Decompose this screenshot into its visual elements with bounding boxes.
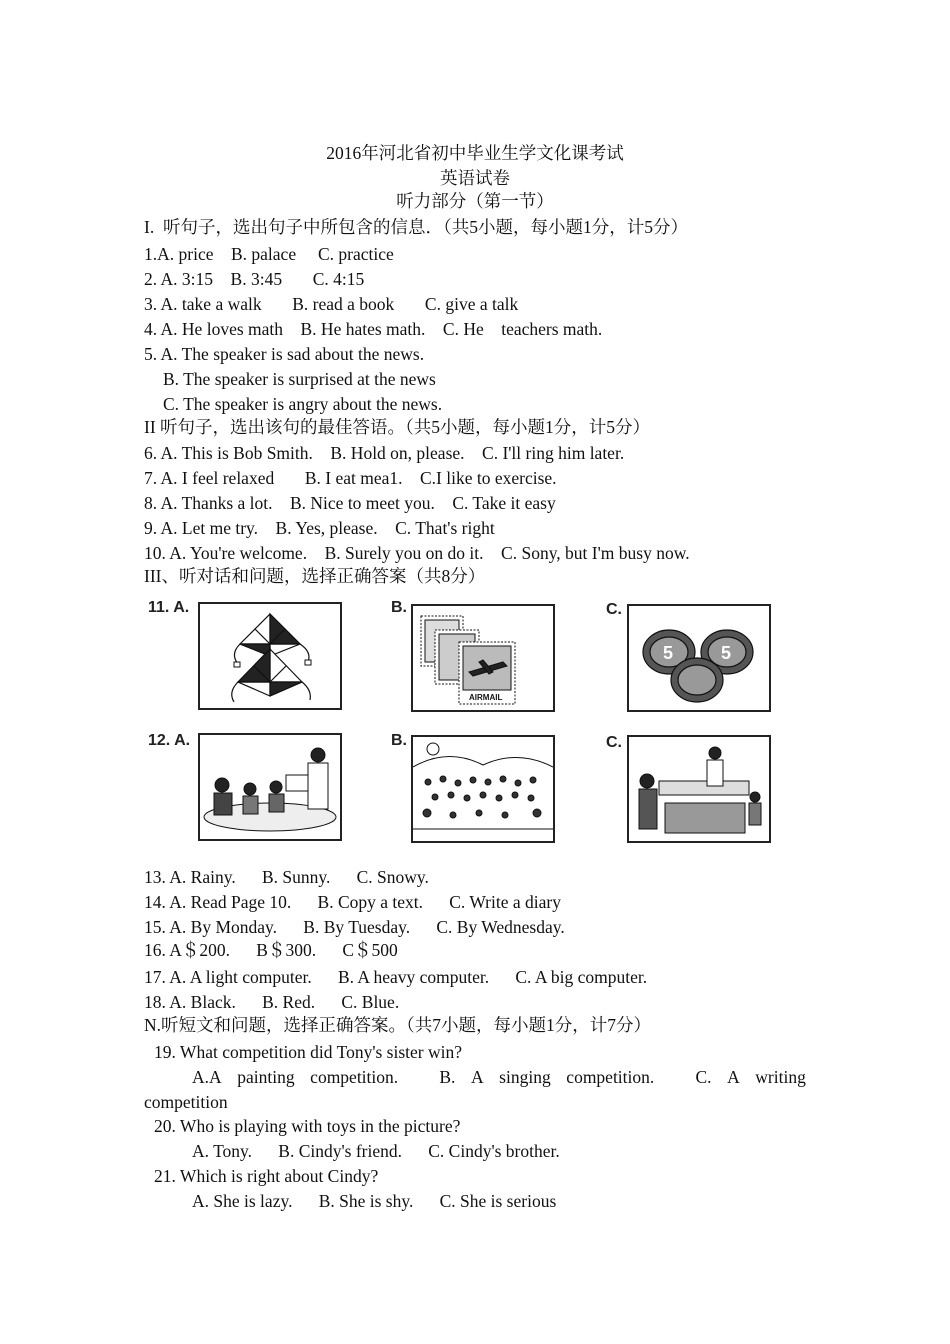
coin-value: 5 <box>721 643 732 663</box>
q19-word: C. <box>695 1067 712 1087</box>
exam-subtitle: 英语试卷 <box>440 168 510 188</box>
q12-a-label: 12. A. <box>148 732 191 749</box>
question-13: 13. A. Rainy. B. Sunny. C. Snowy. <box>144 867 429 887</box>
question-10: 10. A. You're welcome. B. Surely you on do it. C. Sony, but I'm busy now. <box>144 543 690 563</box>
shop-icon <box>629 737 769 841</box>
question-5-option-b: B. The speaker is surprised at the news <box>163 369 436 389</box>
question-15: 15. A. By Monday. B. By Tuesday. C. By Wednesday. <box>144 917 565 937</box>
q12-picture-b <box>411 735 555 843</box>
q19-word: B. <box>439 1067 456 1087</box>
q11-picture-a <box>198 602 342 710</box>
part1-heading: I. 听句子，选出句子中所包含的信息．（共5小题，每小题1分，计5分） <box>144 217 688 237</box>
q19-word: competition. <box>310 1067 399 1087</box>
section-title: 听力部分（第一节） <box>396 191 554 211</box>
kites-icon <box>200 604 340 708</box>
question-21: 21. Which is right about Cindy? <box>154 1166 379 1186</box>
question-5-option-a: 5. A. The speaker is sad about the news. <box>144 344 425 364</box>
coin-value: 5 <box>663 643 674 663</box>
question-21-options: A. She is lazy. B. She is shy. C. She is serious <box>192 1191 557 1211</box>
stamps-icon <box>413 606 553 710</box>
q19-word: A <box>470 1067 484 1087</box>
question-6: 6. A. This is Bob Smith. B. Hold on, please. C. I'll ring him later. <box>144 443 625 463</box>
q19-word: A.A <box>192 1067 222 1087</box>
q19-word: A <box>727 1067 740 1087</box>
q19-word: writing <box>755 1067 806 1087</box>
question-5-option-c: C. The speaker is angry about the news. <box>163 394 443 414</box>
question-2: 2. A. 3:15 B. 3:45 C. 4:15 <box>144 269 365 289</box>
question-18: 18. A. Black. B. Red. C. Blue. <box>144 992 400 1012</box>
question-19: 19. What competition did Tony's sister win? <box>154 1042 462 1062</box>
part4-heading: N.听短文和问题，选择正确答案。（共7小题，每小题1分，计7分） <box>144 1015 652 1035</box>
question-3: 3. A. take a walk B. read a book C. give a talk <box>144 294 519 314</box>
question-9: 9. A. Let me try. B. Yes, please. C. That's right <box>144 518 495 538</box>
exam-title: 2016年河北省初中毕业生学文化课考试 <box>326 143 624 163</box>
q12-b-label: B. <box>391 732 407 749</box>
airmail-text: AIRMAIL <box>469 693 503 702</box>
question-20: 20. Who is playing with toys in the picture? <box>154 1116 461 1136</box>
q19-word: competition. <box>566 1067 655 1087</box>
question-19-wrap: competition <box>144 1092 228 1112</box>
part3-heading: III、听对话和问题，选择正确答案（共8分） <box>144 566 486 586</box>
q19-word: singing <box>499 1067 551 1087</box>
question-20-options: A. Tony. B. Cindy's friend. C. Cindy's brother. <box>192 1141 560 1161</box>
q11-c-label: C. <box>606 601 622 618</box>
question-19-options <box>192 1066 806 1088</box>
question-7: 7. A. I feel relaxed B. I eat mea1. C.I like to exercise. <box>144 468 557 488</box>
q11-b-label: B. <box>391 599 407 616</box>
question-4: 4. A. He loves math B. He hates math. C. He teachers math. <box>144 319 603 339</box>
coins-icon <box>629 606 769 710</box>
q12-picture-a <box>198 733 342 841</box>
part2-heading: II 听句子，选出该句的最佳答语。（共5小题，每小题1分，计5分） <box>144 417 651 437</box>
q19-word: painting <box>237 1067 295 1087</box>
q11-picture-b <box>411 604 555 712</box>
q11-a-label: 11. A. <box>148 599 190 616</box>
q12-c-label: C. <box>606 734 622 751</box>
question-1: 1.A. price B. palace C. practice <box>144 244 394 264</box>
question-16: 16. A＄200. B＄300. C＄500 <box>144 940 398 960</box>
crowded-market-icon <box>413 737 553 841</box>
question-14: 14. A. Read Page 10. B. Copy a text. C. Write a diary <box>144 892 561 912</box>
q11-picture-c <box>627 604 771 712</box>
q12-picture-c <box>627 735 771 843</box>
question-17: 17. A. A light computer. B. A heavy computer. C. A big computer. <box>144 967 648 987</box>
question-8: 8. A. Thanks a lot. B. Nice to meet you. C. Take it easy <box>144 493 556 513</box>
classroom-icon <box>200 735 340 839</box>
